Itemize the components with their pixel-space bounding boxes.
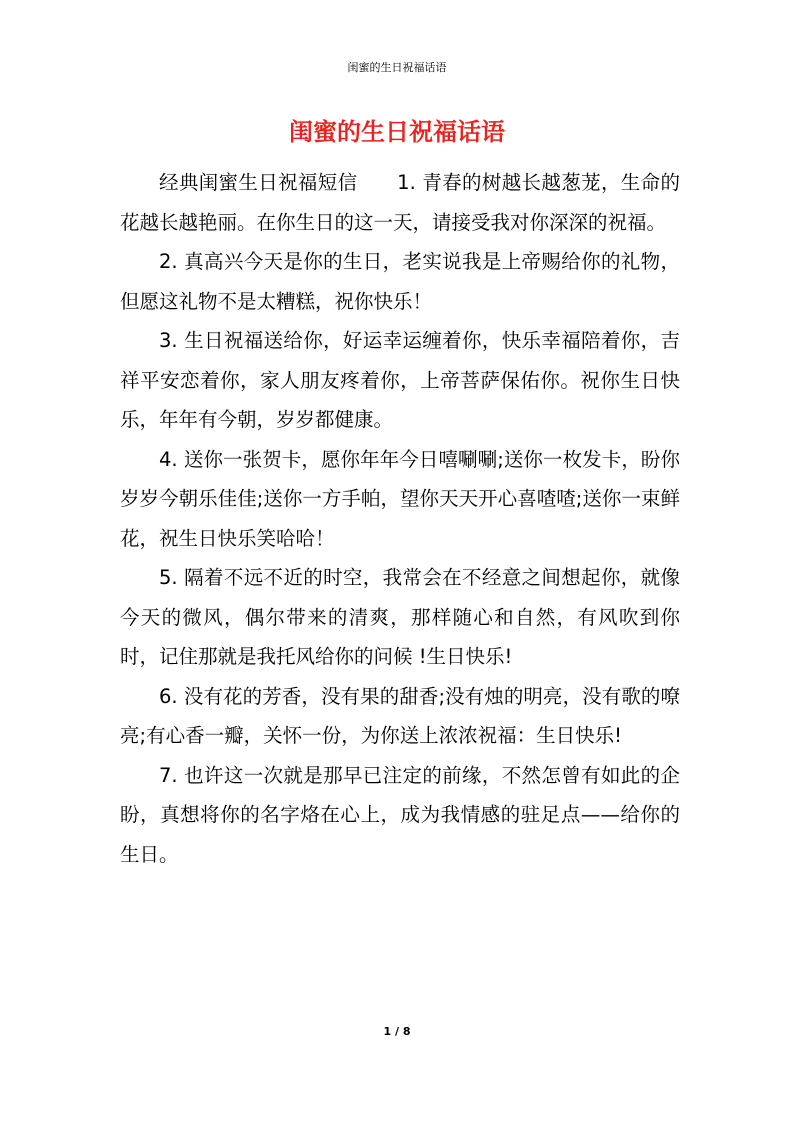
running-header: 闺蜜的生日祝福话语 <box>347 61 447 74</box>
document-body <box>120 163 680 874</box>
paragraph-4: 4. 送你一张贺卡，愿你年年今日嘻唰唰;送你一枚发卡，盼你岁岁今朝乐佳佳;送你一方手帕，望你天天开心喜喳喳;送你一束鲜花，祝生日快乐笑哈哈！ <box>120 447 680 550</box>
paragraph-7: 7. 也许这一次就是那早已注定的前缘，不然怎曾有如此的企盼，真想将你的名字烙在心上，成为我情感的驻足点——给你的生日。 <box>120 763 680 866</box>
paragraph-2: 2. 真高兴今天是你的生日，老实说我是上帝赐给你的礼物，但愿这礼物不是太糟糕，祝你快乐！ <box>120 250 680 313</box>
paragraph-3: 3. 生日祝福送给你，好运幸运缠着你，快乐幸福陪着你，吉祥平安恋着你，家人朋友疼着你，上帝菩萨保佑你。祝你生日快乐，年年有今朝，岁岁都健康。 <box>120 329 680 431</box>
paragraph-1: 经典闺蜜生日祝福短信 1. 青春的树越长越葱茏，生命的花越长越艳丽。在你生日的这一天，请接受我对你深深的祝福。 <box>120 171 680 234</box>
page-number: 1 / 8 <box>383 1025 411 1038</box>
paragraph-5: 5. 隔着不远不近的时空，我常会在不经意之间想起你，就像今天的微风，偶尔带来的清爽，那样随心和自然，有风吹到你时，记住那就是我托风给你的问候 !生日快乐! <box>120 566 680 668</box>
paragraph-6: 6. 没有花的芳香，没有果的甜香;没有烛的明亮，没有歌的嘹亮;有心香一瓣，关怀一份，为你送上浓浓祝福：生日快乐! <box>120 684 680 747</box>
document-title: 闺蜜的生日祝福话语 <box>289 118 505 146</box>
